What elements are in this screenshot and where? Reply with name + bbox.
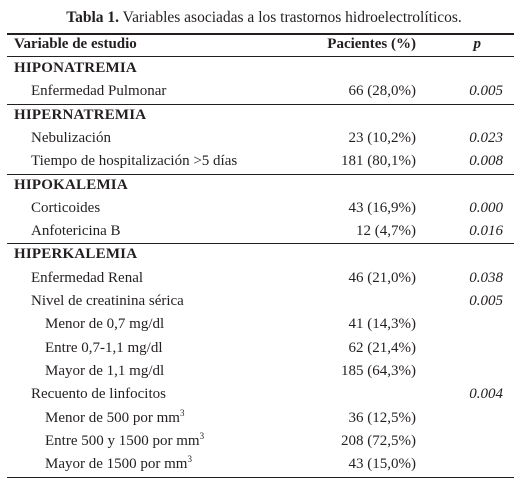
- bottom-rule: [7, 477, 514, 478]
- variable-text: Tiempo de hospitalización >5 días: [31, 153, 238, 170]
- p-value-cell: 0.000: [469, 199, 503, 216]
- p-value-cell: 0.016: [469, 223, 503, 240]
- table-row: [7, 150, 514, 173]
- table-row: [7, 197, 514, 220]
- table-row: [7, 313, 514, 336]
- variable-cell: [45, 360, 164, 383]
- group-label: [14, 174, 128, 197]
- variable-text: HIPERNATREMIA: [14, 106, 147, 123]
- patients-cell: 41 (14,3%): [348, 316, 416, 333]
- group-row: [7, 57, 514, 80]
- variable-cell: [31, 383, 166, 406]
- superscript: 3: [179, 407, 185, 418]
- group-label: [14, 57, 137, 80]
- patients-cell: 66 (28,0%): [348, 83, 416, 100]
- variable-text: Enfermedad Renal: [31, 269, 144, 286]
- caption-label: Tabla 1.: [66, 9, 120, 26]
- header-variable: Variable de estudio: [14, 36, 137, 52]
- group-row: [7, 174, 514, 197]
- variable-text: Corticoides: [31, 199, 101, 216]
- p-value-cell: 0.023: [469, 129, 503, 146]
- patients-cell: 46 (21,0%): [348, 269, 416, 286]
- variable-text: Mayor de 1500 por mm: [45, 456, 188, 473]
- patients-cell: 36 (12,5%): [348, 409, 416, 426]
- p-value-cell: 0.005: [469, 293, 503, 309]
- variable-cell: [31, 150, 237, 173]
- p-value-cell: 0.005: [469, 83, 503, 100]
- patients-cell: 23 (10,2%): [348, 129, 416, 146]
- variable-cell: [31, 197, 100, 220]
- header-p: p: [473, 36, 481, 52]
- patients-cell: 43 (15,0%): [348, 456, 416, 473]
- variable-cell: [45, 430, 204, 453]
- variable-text: HIPOKALEMIA: [14, 176, 128, 193]
- group-label: [14, 104, 146, 127]
- group-row: [7, 104, 514, 127]
- table-row: [7, 80, 514, 103]
- table-row: [7, 127, 514, 150]
- table-row: [7, 453, 514, 476]
- patients-cell: 208 (72,5%): [341, 432, 416, 449]
- variable-cell: [31, 220, 121, 243]
- variable-cell: [45, 337, 162, 360]
- variable-text: Entre 0,7-1,1 mg/dl: [45, 339, 163, 356]
- variable-text: Enfermedad Pulmonar: [31, 83, 167, 100]
- variable-text: Anfotericina B: [31, 223, 121, 240]
- variable-text: Recuento de linfocitos: [31, 386, 166, 403]
- variable-text: HIPONATREMIA: [14, 60, 137, 76]
- patients-cell: 12 (4,7%): [356, 223, 416, 240]
- superscript: 3: [199, 430, 205, 441]
- caption-text: Variables asociadas a los trastornos hidroelectrolíticos.: [119, 9, 462, 26]
- table-row: [7, 430, 514, 453]
- table-row: [7, 383, 514, 406]
- patients-cell: 43 (16,9%): [348, 199, 416, 216]
- variable-text: Nivel de creatinina sérica: [31, 293, 184, 309]
- variable-cell: [31, 127, 111, 150]
- patients-cell: 185 (64,3%): [341, 362, 416, 379]
- variable-cell: [45, 407, 184, 430]
- p-value-cell: 0.008: [469, 153, 503, 170]
- variable-cell: [31, 80, 166, 103]
- table-row: [7, 360, 514, 383]
- variable-cell: [31, 267, 143, 290]
- group-label: [14, 243, 137, 266]
- variable-cell: [31, 290, 184, 313]
- table-caption: [0, 9, 528, 27]
- table-row: [7, 290, 514, 313]
- group-row: [7, 243, 514, 266]
- variable-text: Menor de 0,7 mg/dl: [45, 316, 165, 333]
- table-row: [7, 220, 514, 243]
- variable-text: Nebulización: [31, 129, 111, 146]
- p-value-cell: 0.004: [469, 386, 503, 403]
- variable-text: Menor de 500 por mm: [45, 409, 180, 426]
- patients-cell: 62 (21,4%): [348, 339, 416, 356]
- variable-cell: [45, 313, 164, 336]
- table-row: [7, 337, 514, 360]
- header-patients: Pacientes (%): [327, 36, 416, 52]
- superscript: 3: [187, 454, 192, 465]
- patients-cell: 181 (80,1%): [341, 153, 416, 170]
- p-value-cell: 0.038: [469, 269, 503, 286]
- table-header: [7, 33, 514, 56]
- variable-text: Mayor de 1,1 mg/dl: [45, 362, 165, 379]
- variable-cell: [45, 453, 192, 476]
- variable-text: HIPERKALEMIA: [14, 246, 138, 263]
- table-row: [7, 267, 514, 290]
- table-row: [7, 407, 514, 430]
- variable-text: Entre 500 y 1500 por mm: [45, 432, 200, 449]
